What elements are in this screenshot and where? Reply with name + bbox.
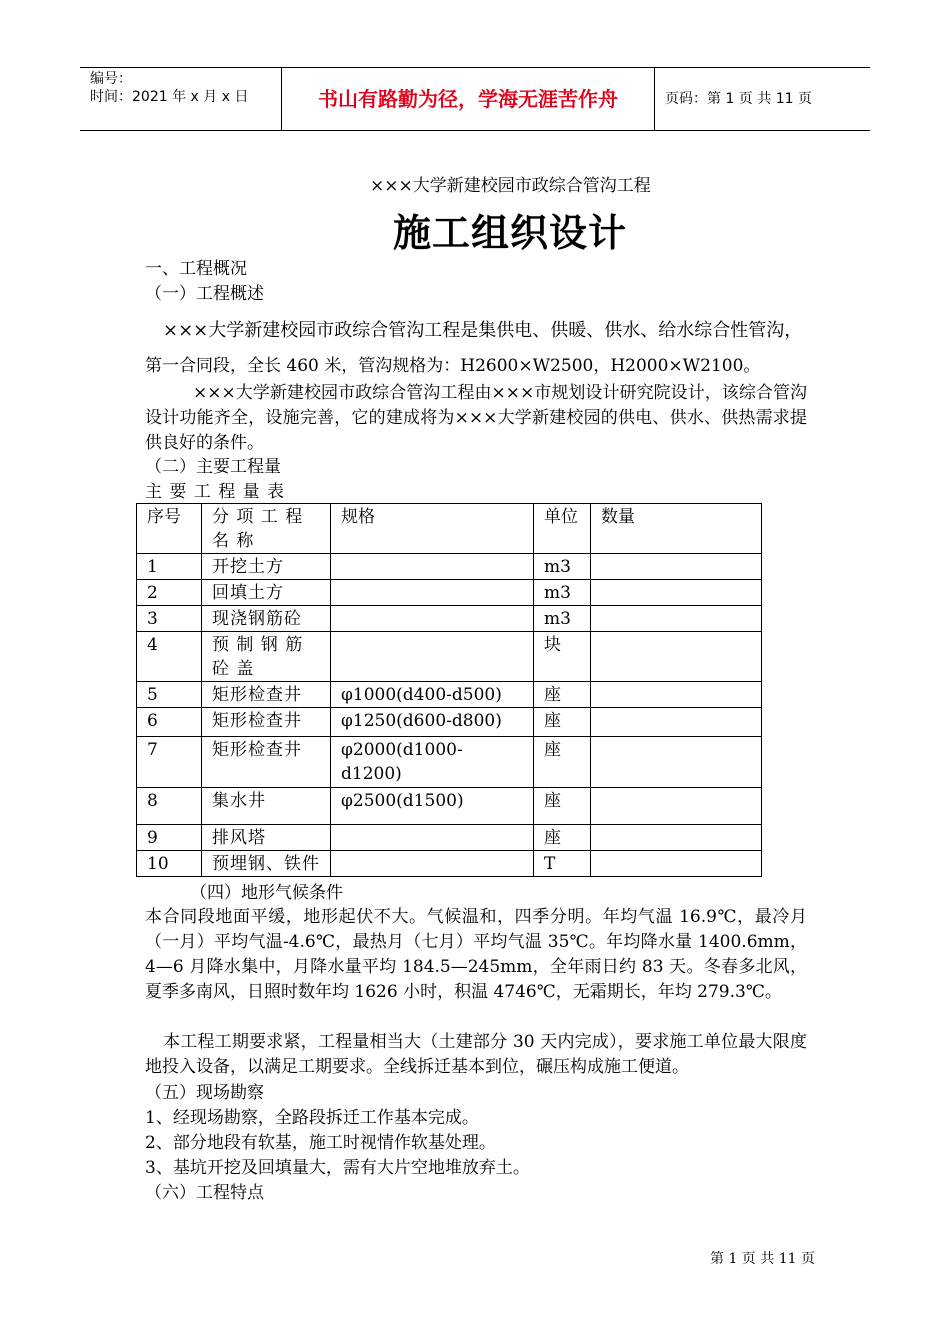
row-seq: 6 xyxy=(137,708,202,737)
header-meta xyxy=(80,68,280,130)
paragraph-line: 第一合同段，全长 460 米，管沟规格为：H2600×W2500，H2000×W2100。 xyxy=(145,356,761,376)
row-spec xyxy=(331,632,534,682)
paragraph: ×××大学新建校园市政综合管沟工程由×××市规划设计研究院设计，该综合管沟设计功能齐全，设施完善，它的建成将为×××大学新建校园的供电、供水、供热需求提供良好的条件。 xyxy=(145,383,807,453)
row-unit: 座 xyxy=(534,737,591,788)
row-seq: 8 xyxy=(137,788,202,825)
section-heading: （一）工程概述 xyxy=(145,284,264,304)
row-qty xyxy=(591,682,762,708)
table-header-cell: 数量 xyxy=(591,504,762,554)
table-row xyxy=(137,788,762,825)
row-seq: 7 xyxy=(137,737,202,788)
list-item: 3、基坑开挖及回填量大，需有大片空地堆放弃土。 xyxy=(145,1158,530,1178)
table-header-cell: 单位 xyxy=(534,504,591,554)
row-seq: 5 xyxy=(137,682,202,708)
row-unit: 座 xyxy=(534,825,591,851)
table-caption: 主 要 工 程 量 表 xyxy=(145,482,286,502)
paragraph: 本合同段地面平缓，地形起伏不大。气候温和，四季分明。年均气温 16.9℃，最冷月（一月）平均气温-4.6℃，最热月（七月）平均气温 35℃。年均降水量 1400.6mm，4—6 月降水集中，月降水量平均 184.5—245mm，全年雨日约 83 天。冬春多北风，夏季多南风，日照时数年均 1626 小时，积温 4746℃，无霜期长，年均 279.3℃。 xyxy=(145,907,807,1002)
header-page-info: 页码：第 1 页 共 11 页 xyxy=(665,91,812,107)
table-header-row xyxy=(137,504,762,554)
row-spec: φ2500(d1500) xyxy=(331,788,534,825)
row-unit: T xyxy=(534,851,591,877)
row-unit: 块 xyxy=(534,632,591,682)
row-name: 回填土方 xyxy=(202,580,331,606)
row-name: 预埋钢、铁件 xyxy=(202,851,331,877)
row-unit: 座 xyxy=(534,788,591,825)
time-label: 时间：2021 年 x 月 x 日 xyxy=(90,89,249,105)
row-spec xyxy=(331,851,534,877)
table-row xyxy=(137,737,762,788)
document-title: 施工组织设计 xyxy=(393,211,628,255)
list-item: 2、部分地段有软基，施工时视情作软基处理。 xyxy=(145,1133,496,1153)
table-row xyxy=(137,632,762,682)
table-row xyxy=(137,708,762,737)
row-unit: m3 xyxy=(534,606,591,632)
row-qty xyxy=(591,825,762,851)
row-spec xyxy=(331,554,534,580)
row-spec: φ2000(d1000-d1200) xyxy=(331,737,534,788)
row-seq: 4 xyxy=(137,632,202,682)
table-header-cell: 序号 xyxy=(137,504,202,554)
row-seq: 1 xyxy=(137,554,202,580)
page-header xyxy=(80,67,870,131)
row-qty xyxy=(591,606,762,632)
row-name: 预 制 钢 筋 砼 盖 xyxy=(202,632,331,682)
table-row xyxy=(137,554,762,580)
table-row xyxy=(137,825,762,851)
row-seq: 3 xyxy=(137,606,202,632)
row-qty xyxy=(591,632,762,682)
row-qty xyxy=(591,737,762,788)
row-spec: φ1250(d600-d800) xyxy=(331,708,534,737)
quantities-table xyxy=(136,503,762,877)
row-unit: m3 xyxy=(534,554,591,580)
row-qty xyxy=(591,554,762,580)
section-heading: （四）地形气候条件 xyxy=(190,883,343,903)
row-seq: 2 xyxy=(137,580,202,606)
row-name: 矩形检查井 xyxy=(202,682,331,708)
table-header-cell: 规格 xyxy=(331,504,534,554)
table-row xyxy=(137,682,762,708)
row-name: 矩形检查井 xyxy=(202,737,331,788)
row-name: 排风塔 xyxy=(202,825,331,851)
table-row xyxy=(137,851,762,877)
row-name: 集水井 xyxy=(202,788,331,825)
row-name: 开挖土方 xyxy=(202,554,331,580)
row-qty xyxy=(591,788,762,825)
table-row xyxy=(137,580,762,606)
row-unit: m3 xyxy=(534,580,591,606)
section-heading: 一、工程概况 xyxy=(145,259,247,279)
number-label: 编号： xyxy=(90,71,132,87)
section-heading: （五）现场勘察 xyxy=(145,1083,264,1103)
row-qty xyxy=(591,708,762,737)
header-divider xyxy=(654,68,655,130)
page-footer: 第 1 页 共 11 页 xyxy=(710,1251,815,1267)
row-unit: 座 xyxy=(534,708,591,737)
row-unit: 座 xyxy=(534,682,591,708)
row-seq: 10 xyxy=(137,851,202,877)
table-row xyxy=(137,606,762,632)
document-subtitle: ×××大学新建校园市政综合管沟工程 xyxy=(370,176,651,196)
row-name: 矩形检查井 xyxy=(202,708,331,737)
row-spec xyxy=(331,606,534,632)
list-item: 1、经现场勘察，全路段拆迁工作基本完成。 xyxy=(145,1108,479,1128)
row-spec xyxy=(331,825,534,851)
paragraph: 本工程工期要求紧，工程量相当大（土建部分 30 天内完成），要求施工单位最大限度地投入设备，以满足工期要求。全线拆迁基本到位，碾压构成施工便道。 xyxy=(145,1032,807,1077)
section-heading: （二）主要工程量 xyxy=(145,457,281,477)
row-spec xyxy=(331,580,534,606)
header-motto: 书山有路勤为径，学海无涯苦作舟 xyxy=(318,87,618,111)
table-header-cell: 分 项 工 程 名 称 xyxy=(202,504,331,554)
row-spec: φ1000(d400-d500) xyxy=(331,682,534,708)
paragraph-line: ×××大学新建校园市政综合管沟工程是集供电、供暖、供水、给水综合性管沟， xyxy=(163,320,803,341)
row-seq: 9 xyxy=(137,825,202,851)
row-qty xyxy=(591,851,762,877)
row-name: 现浇钢筋砼 xyxy=(202,606,331,632)
section-heading: （六）工程特点 xyxy=(145,1183,264,1203)
row-qty xyxy=(591,580,762,606)
